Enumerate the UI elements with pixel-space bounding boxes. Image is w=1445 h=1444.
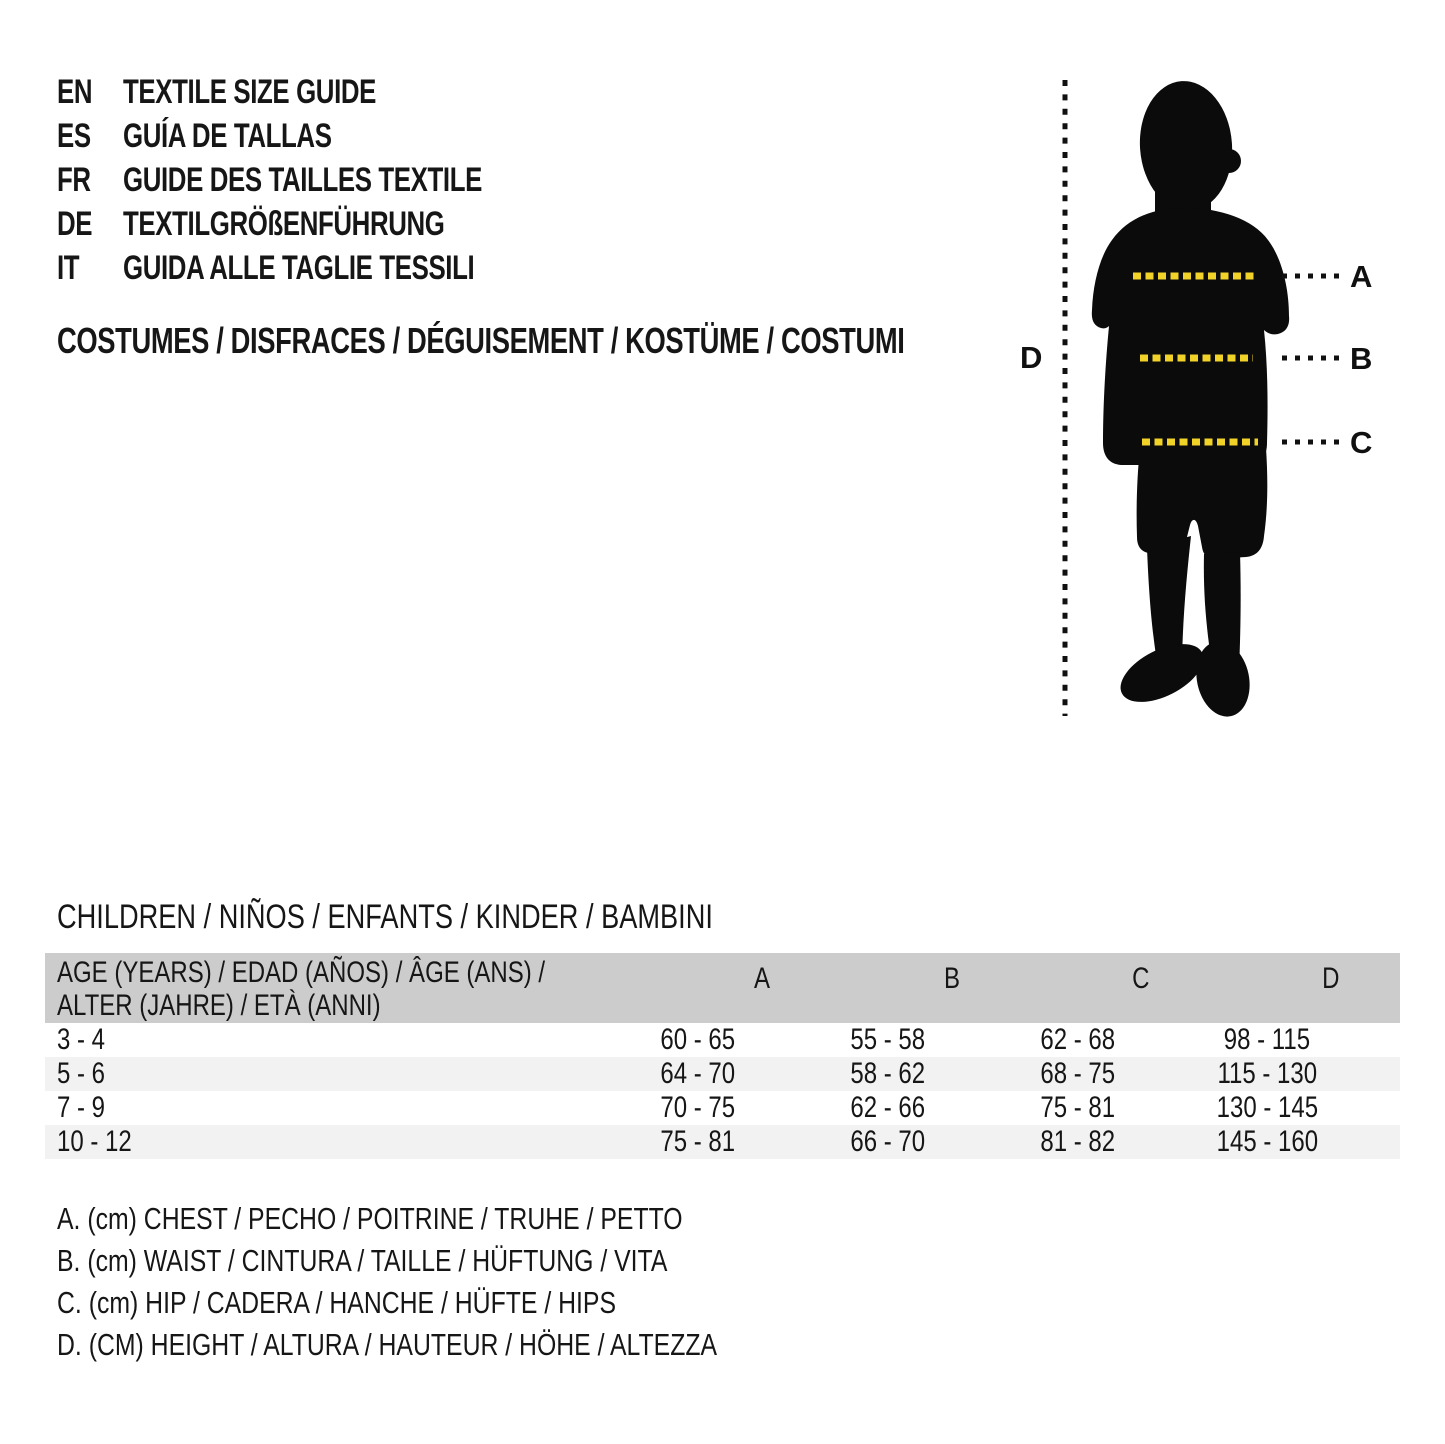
language-code: DE	[57, 205, 93, 243]
children-section-title: CHILDREN / NIÑOS / ENFANTS / KINDER / BAMBINI	[57, 898, 713, 936]
table-row	[45, 1091, 1400, 1125]
waist-cell: 58 - 62	[850, 1057, 926, 1090]
height-label: D	[1020, 340, 1043, 375]
age-cell: 10 - 12	[57, 1125, 132, 1158]
size-table	[45, 953, 1400, 1159]
age-column-header: AGE (YEARS) / EDAD (AÑOS) / ÂGE (ANS) / ALTER (JAHRE) / ETÀ (ANNI)	[57, 956, 546, 1022]
hip-cell: 81 - 82	[1040, 1125, 1115, 1158]
hip-cell: 75 - 81	[1040, 1091, 1115, 1124]
chest-cell: 64 - 70	[660, 1057, 736, 1090]
category-title: COSTUMES / DISFRACES / DÉGUISEMENT / KOSTÜME / COSTUMI	[57, 320, 905, 361]
waist-cell: 62 - 66	[850, 1091, 926, 1124]
legend-item-height: D. (CM) HEIGHT / ALTURA / HAUTEUR / HÖHE / ALTEZZA	[57, 1327, 718, 1362]
table-row	[45, 1057, 1400, 1091]
measurement-figure	[1000, 58, 1410, 738]
column-header-d: D	[1322, 962, 1340, 995]
column-header-c: C	[1132, 962, 1150, 995]
language-row-fr	[57, 158, 595, 202]
waist-cell: 55 - 58	[850, 1023, 926, 1056]
hip-label: C	[1350, 425, 1373, 460]
chest-label: A	[1350, 259, 1373, 294]
age-cell: 5 - 6	[57, 1057, 106, 1090]
chest-cell: 75 - 81	[660, 1125, 736, 1158]
legend-item-chest: A. (cm) CHEST / PECHO / POITRINE / TRUHE / PETTO	[57, 1201, 683, 1236]
language-code: ES	[57, 117, 91, 155]
hip-cell: 68 - 75	[1040, 1057, 1115, 1090]
language-row-en	[57, 70, 595, 114]
table-row	[45, 1023, 1400, 1057]
height-cell: 115 - 130	[1217, 1057, 1317, 1090]
language-title: GUÍA DE TALLAS	[123, 117, 332, 155]
waist-label: B	[1350, 341, 1373, 376]
table-row	[45, 1125, 1400, 1159]
child-silhouette-figure	[1000, 58, 1410, 738]
language-row-es	[57, 114, 595, 158]
age-cell: 7 - 9	[57, 1091, 106, 1124]
chest-cell: 60 - 65	[660, 1023, 736, 1056]
size-table-header-row	[45, 953, 1400, 1023]
age-cell: 3 - 4	[57, 1023, 106, 1056]
language-row-de	[57, 202, 595, 246]
child-silhouette	[1092, 78, 1289, 722]
measurement-legend	[57, 1198, 882, 1366]
language-row-it	[57, 246, 595, 290]
column-header-b: B	[943, 962, 960, 995]
legend-item-hip: C. (cm) HIP / CADERA / HANCHE / HÜFTE / HIPS	[57, 1285, 616, 1320]
height-cell: 98 - 115	[1224, 1023, 1311, 1056]
height-cell: 145 - 160	[1216, 1125, 1318, 1158]
language-code: IT	[57, 249, 80, 287]
language-title-list	[57, 70, 595, 290]
hip-cell: 62 - 68	[1040, 1023, 1115, 1056]
language-code: EN	[57, 73, 93, 111]
legend-item-waist: B. (cm) WAIST / CINTURA / TAILLE / HÜFTUNG / VITA	[57, 1243, 668, 1278]
height-cell: 130 - 145	[1216, 1091, 1318, 1124]
waist-cell: 66 - 70	[850, 1125, 926, 1158]
language-code: FR	[57, 161, 91, 199]
language-title: GUIDE DES TAILLES TEXTILE	[123, 161, 482, 199]
column-header-a: A	[753, 962, 770, 995]
language-title: TEXTILE SIZE GUIDE	[123, 73, 377, 111]
language-title: GUIDA ALLE TAGLIE TESSILI	[123, 249, 475, 287]
chest-cell: 70 - 75	[660, 1091, 736, 1124]
language-title: TEXTILGRÖßENFÜHRUNG	[123, 205, 445, 243]
